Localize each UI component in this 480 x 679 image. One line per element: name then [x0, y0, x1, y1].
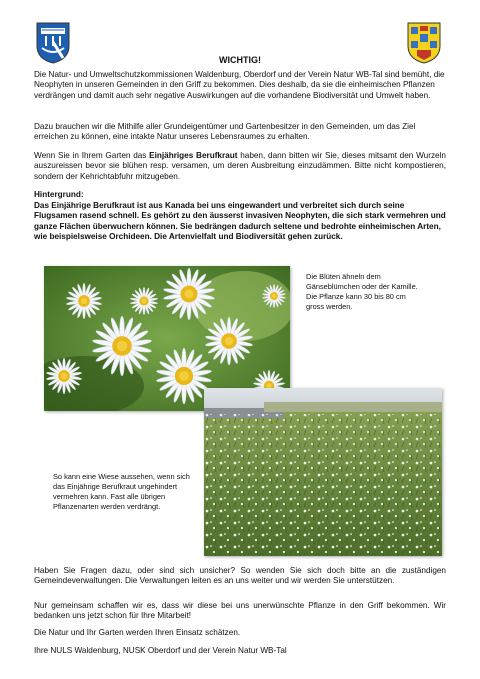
page-title: WICHTIG! — [219, 55, 261, 65]
questions-paragraph: Haben Sie Fragen dazu, oder sind sich unsicher? So wenden Sie sich doch bitte an die zuständigen Gemeindeverwaltungen. Die Verwaltungen leiten es an uns weiter und wir werden Sie unterstützen. — [34, 566, 446, 586]
flowers-caption: Die Blüten ähneln dem Gänseblümchen oder der Kamille. Die Pflanze kann 30 bis 80 cm gross werden. — [306, 272, 418, 311]
help-paragraph: Dazu brauchen wir die Mithilfe aller Grundeigentümer und Gartenbesitzer in den Gemeinden, um das Ziel erreichen zu können, eine intakte Natur unseres Lebensraumes zu erhalten. — [34, 122, 416, 142]
background-heading: Hintergrund: — [34, 190, 84, 199]
garden-text-before: Wenn Sie in Ihrem Garten das — [34, 151, 150, 160]
meadow-photo — [204, 388, 442, 556]
plant-name-highlight: Einjähriges Berufkraut — [149, 151, 238, 160]
signature: Ihre NULS Waldenburg, NUSK Oberdorf und der Verein Natur WB-Tal — [34, 646, 287, 655]
garden-paragraph — [34, 151, 446, 182]
thanks-paragraph: Die Natur und Ihr Garten werden Ihren Einsatz schätzen. — [34, 628, 241, 637]
intro-paragraph: Die Natur- und Umweltschutzkommissionen Waldenburg, Oberdorf und der Verein Natur WB-Tal sind bemüht, die Neophyten in unseren Gemeinden in den Griff zu bekommen. Dies deshalb, da sie die einheimischen Pflanzen verdrängen und damit auch sehr negative Auswirkungen auf die vorhandene Biodiversität und Umwelt haben. — [34, 70, 445, 100]
together-paragraph: Nur gemeinsam schaffen wir es, dass wir diese bei uns unerwünschte Pflanze in den Griff bekommen. Wir bedanken uns jetzt schon für Ihre Mitarbeit! — [34, 601, 446, 621]
background-text: Das Einjährige Berufkraut ist aus Kanada bei uns eingewandert und verbreitet sich durch seine Flugsamen rasend schnell. Es gehört zu den äusserst invasiven Neophyten, die sich stark vermehren und ganze Flächen überwuchern können. Sie bedrängen dadurch seltene und bedrohte einheimischen Arten, wie beispielsweise Orchideen. Die Artenvielfalt und Biodiversität gehen zurück. — [34, 201, 446, 242]
garden-text-after: haben, dann bitten wir Sie, dieses mitsamt den Wurzeln auszureissen bevor sie blühen resp. versamen, um deren Ausbreitung einzudämmen. Bitte nicht kompostieren, sondern der Kehrichtabfuhr mitzugeben. — [34, 151, 446, 181]
meadow-caption: So kann eine Wiese aussehen, wenn sich das Einjährige Berufkraut ungehindert vermehren kann. Fast alle übrigen Pflanzenarten werden verdrängt. — [53, 472, 190, 511]
